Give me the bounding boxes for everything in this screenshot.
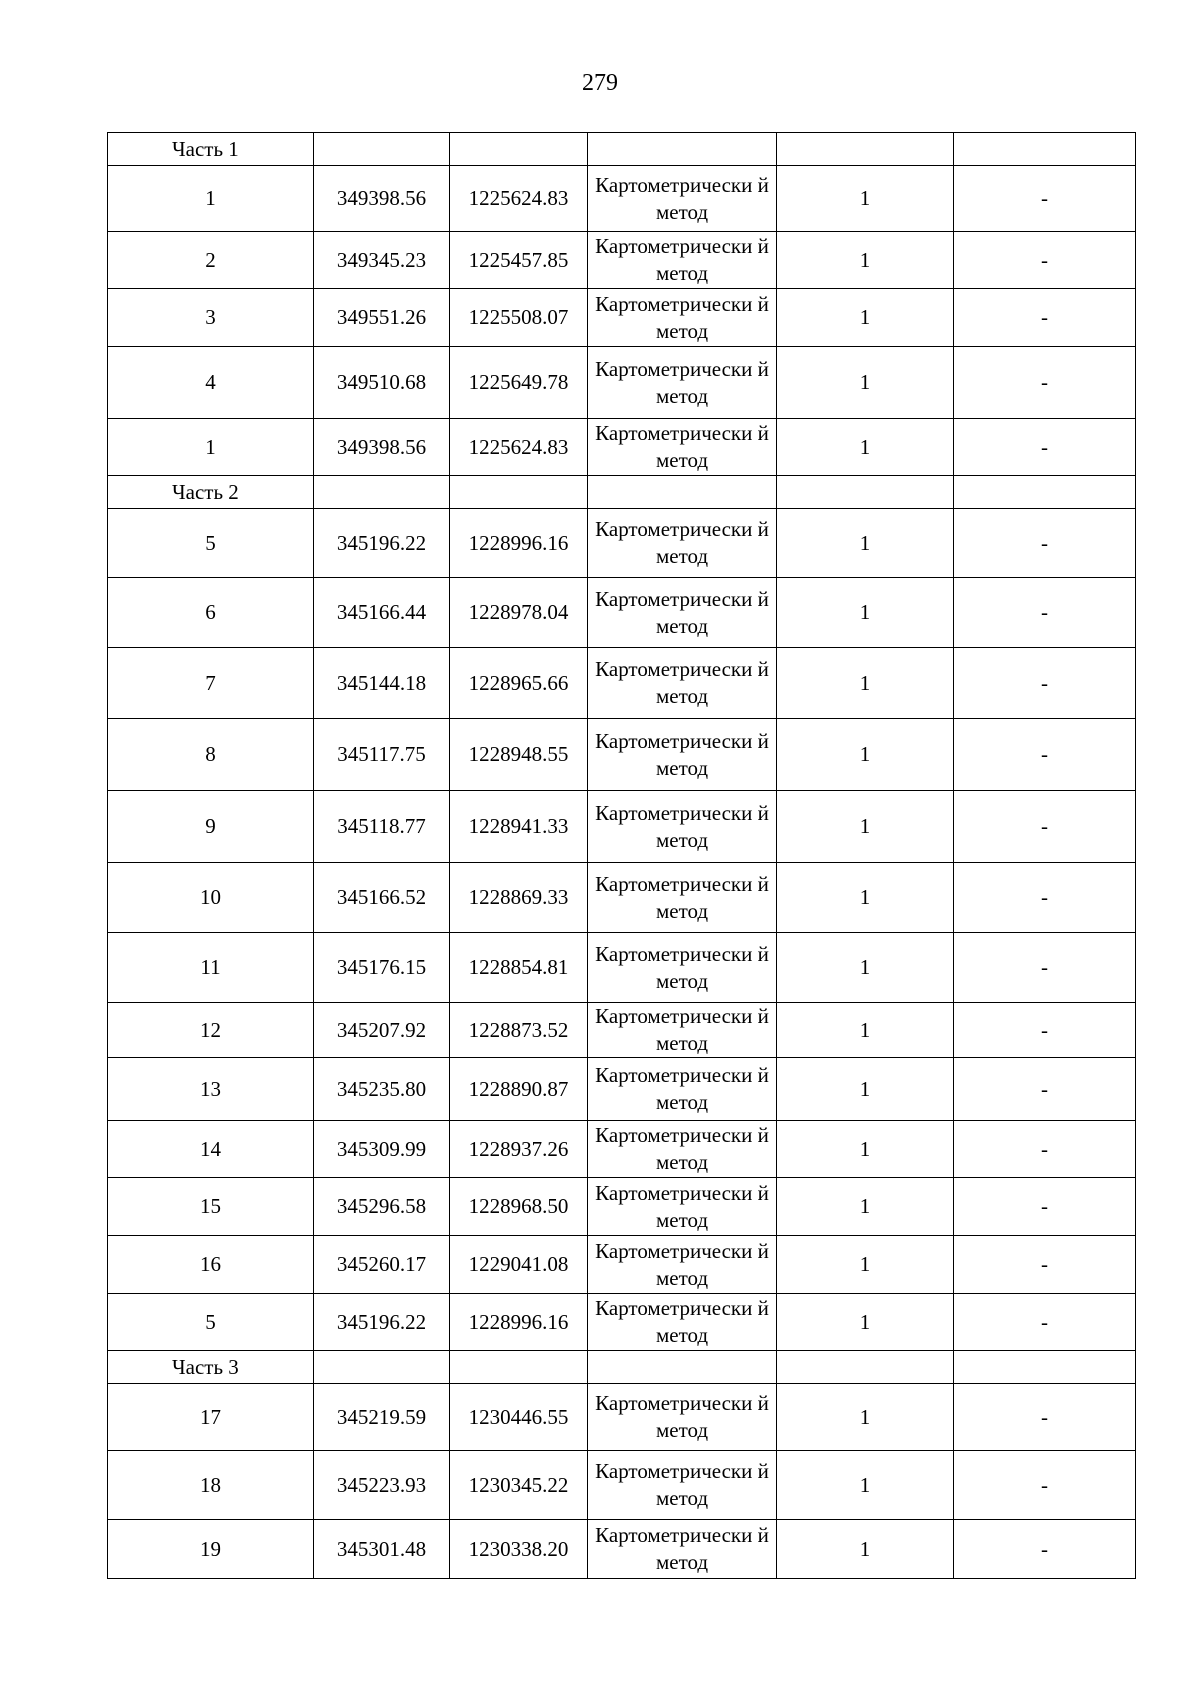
point-number-cell: 5 <box>108 509 314 578</box>
accuracy-cell: 1 <box>777 1058 954 1121</box>
method-cell: Картометрически й метод <box>588 509 777 578</box>
x-coordinate-cell: 345207.92 <box>314 1003 450 1058</box>
part-header-row <box>108 133 1136 166</box>
x-coordinate-cell: 345144.18 <box>314 648 450 719</box>
description-cell: - <box>954 1003 1136 1058</box>
description-cell: - <box>954 1058 1136 1121</box>
point-number-cell: 12 <box>108 1003 314 1058</box>
y-coordinate-cell: 1228854.81 <box>450 933 588 1003</box>
table-row <box>108 1178 1136 1236</box>
method-cell: Картометрически й метод <box>588 1451 777 1520</box>
accuracy-cell: 1 <box>777 347 954 419</box>
description-cell: - <box>954 232 1136 289</box>
y-coordinate-cell: 1228937.26 <box>450 1121 588 1178</box>
part-header-row <box>108 1351 1136 1384</box>
point-number-cell: 1 <box>108 166 314 232</box>
table-row <box>108 863 1136 933</box>
x-coordinate-cell: 349398.56 <box>314 166 450 232</box>
description-cell: - <box>954 791 1136 863</box>
point-number-cell: 9 <box>108 791 314 863</box>
coordinates-table-body <box>108 133 1136 1579</box>
y-coordinate-cell: 1228948.55 <box>450 719 588 791</box>
accuracy-cell: 1 <box>777 1236 954 1294</box>
x-coordinate-cell: 345117.75 <box>314 719 450 791</box>
table-row <box>108 419 1136 476</box>
part-label: Часть 2 <box>108 476 314 509</box>
part-header-row <box>108 476 1136 509</box>
accuracy-cell: 1 <box>777 419 954 476</box>
method-cell: Картометрически й метод <box>588 1003 777 1058</box>
table-row <box>108 1451 1136 1520</box>
table-row <box>108 347 1136 419</box>
empty-cell <box>777 476 954 509</box>
description-cell: - <box>954 1294 1136 1351</box>
description-cell: - <box>954 1520 1136 1579</box>
point-number-cell: 5 <box>108 1294 314 1351</box>
point-number-cell: 6 <box>108 578 314 648</box>
accuracy-cell: 1 <box>777 1003 954 1058</box>
description-cell: - <box>954 1384 1136 1451</box>
y-coordinate-cell: 1229041.08 <box>450 1236 588 1294</box>
empty-cell <box>314 133 450 166</box>
accuracy-cell: 1 <box>777 1520 954 1579</box>
point-number-cell: 19 <box>108 1520 314 1579</box>
empty-cell <box>777 1351 954 1384</box>
accuracy-cell: 1 <box>777 578 954 648</box>
point-number-cell: 14 <box>108 1121 314 1178</box>
description-cell: - <box>954 648 1136 719</box>
empty-cell <box>588 133 777 166</box>
empty-cell <box>450 476 588 509</box>
description-cell: - <box>954 1236 1136 1294</box>
y-coordinate-cell: 1228978.04 <box>450 578 588 648</box>
empty-cell <box>314 1351 450 1384</box>
method-cell: Картометрически й метод <box>588 232 777 289</box>
x-coordinate-cell: 349510.68 <box>314 347 450 419</box>
accuracy-cell: 1 <box>777 648 954 719</box>
description-cell: - <box>954 863 1136 933</box>
coordinates-table <box>107 132 1136 1579</box>
point-number-cell: 3 <box>108 289 314 347</box>
description-cell: - <box>954 166 1136 232</box>
point-number-cell: 4 <box>108 347 314 419</box>
method-cell: Картометрически й метод <box>588 419 777 476</box>
method-cell: Картометрически й метод <box>588 1294 777 1351</box>
point-number-cell: 8 <box>108 719 314 791</box>
x-coordinate-cell: 349551.26 <box>314 289 450 347</box>
empty-cell <box>450 1351 588 1384</box>
table-row <box>108 933 1136 1003</box>
x-coordinate-cell: 345166.52 <box>314 863 450 933</box>
x-coordinate-cell: 349398.56 <box>314 419 450 476</box>
table-row <box>108 648 1136 719</box>
method-cell: Картометрически й метод <box>588 347 777 419</box>
empty-cell <box>954 1351 1136 1384</box>
y-coordinate-cell: 1230446.55 <box>450 1384 588 1451</box>
description-cell: - <box>954 1451 1136 1520</box>
description-cell: - <box>954 933 1136 1003</box>
description-cell: - <box>954 1121 1136 1178</box>
table-row <box>108 1520 1136 1579</box>
empty-cell <box>588 476 777 509</box>
y-coordinate-cell: 1228873.52 <box>450 1003 588 1058</box>
y-coordinate-cell: 1225624.83 <box>450 166 588 232</box>
accuracy-cell: 1 <box>777 1294 954 1351</box>
description-cell: - <box>954 719 1136 791</box>
empty-cell <box>314 476 450 509</box>
table-row <box>108 1058 1136 1121</box>
accuracy-cell: 1 <box>777 509 954 578</box>
empty-cell <box>954 133 1136 166</box>
y-coordinate-cell: 1228890.87 <box>450 1058 588 1121</box>
method-cell: Картометрически й метод <box>588 1058 777 1121</box>
x-coordinate-cell: 349345.23 <box>314 232 450 289</box>
y-coordinate-cell: 1228996.16 <box>450 509 588 578</box>
table-row <box>108 578 1136 648</box>
method-cell: Картометрически й метод <box>588 1520 777 1579</box>
x-coordinate-cell: 345260.17 <box>314 1236 450 1294</box>
accuracy-cell: 1 <box>777 232 954 289</box>
y-coordinate-cell: 1225457.85 <box>450 232 588 289</box>
method-cell: Картометрически й метод <box>588 166 777 232</box>
method-cell: Картометрически й метод <box>588 648 777 719</box>
accuracy-cell: 1 <box>777 1384 954 1451</box>
point-number-cell: 2 <box>108 232 314 289</box>
x-coordinate-cell: 345118.77 <box>314 791 450 863</box>
x-coordinate-cell: 345296.58 <box>314 1178 450 1236</box>
method-cell: Картометрически й метод <box>588 1178 777 1236</box>
x-coordinate-cell: 345176.15 <box>314 933 450 1003</box>
y-coordinate-cell: 1228965.66 <box>450 648 588 719</box>
table-row <box>108 1294 1136 1351</box>
table-row <box>108 232 1136 289</box>
x-coordinate-cell: 345309.99 <box>314 1121 450 1178</box>
method-cell: Картометрически й метод <box>588 719 777 791</box>
method-cell: Картометрически й метод <box>588 1236 777 1294</box>
table-row <box>108 509 1136 578</box>
method-cell: Картометрически й метод <box>588 863 777 933</box>
empty-cell <box>777 133 954 166</box>
y-coordinate-cell: 1225649.78 <box>450 347 588 419</box>
x-coordinate-cell: 345166.44 <box>314 578 450 648</box>
x-coordinate-cell: 345196.22 <box>314 509 450 578</box>
x-coordinate-cell: 345223.93 <box>314 1451 450 1520</box>
y-coordinate-cell: 1228869.33 <box>450 863 588 933</box>
x-coordinate-cell: 345196.22 <box>314 1294 450 1351</box>
y-coordinate-cell: 1228968.50 <box>450 1178 588 1236</box>
description-cell: - <box>954 347 1136 419</box>
point-number-cell: 7 <box>108 648 314 719</box>
x-coordinate-cell: 345235.80 <box>314 1058 450 1121</box>
table-row <box>108 166 1136 232</box>
method-cell: Картометрически й метод <box>588 1384 777 1451</box>
method-cell: Картометрически й метод <box>588 933 777 1003</box>
accuracy-cell: 1 <box>777 719 954 791</box>
method-cell: Картометрически й метод <box>588 578 777 648</box>
point-number-cell: 10 <box>108 863 314 933</box>
y-coordinate-cell: 1225508.07 <box>450 289 588 347</box>
part-label: Часть 1 <box>108 133 314 166</box>
method-cell: Картометрически й метод <box>588 791 777 863</box>
point-number-cell: 17 <box>108 1384 314 1451</box>
empty-cell <box>450 133 588 166</box>
table-row <box>108 719 1136 791</box>
table-row <box>108 1121 1136 1178</box>
point-number-cell: 15 <box>108 1178 314 1236</box>
page-number: 279 <box>582 70 618 96</box>
accuracy-cell: 1 <box>777 933 954 1003</box>
point-number-cell: 11 <box>108 933 314 1003</box>
y-coordinate-cell: 1230338.20 <box>450 1520 588 1579</box>
empty-cell <box>588 1351 777 1384</box>
method-cell: Картометрически й метод <box>588 289 777 347</box>
accuracy-cell: 1 <box>777 1451 954 1520</box>
x-coordinate-cell: 345301.48 <box>314 1520 450 1579</box>
point-number-cell: 13 <box>108 1058 314 1121</box>
description-cell: - <box>954 1178 1136 1236</box>
y-coordinate-cell: 1228996.16 <box>450 1294 588 1351</box>
table-row <box>108 791 1136 863</box>
y-coordinate-cell: 1230345.22 <box>450 1451 588 1520</box>
y-coordinate-cell: 1225624.83 <box>450 419 588 476</box>
table-row <box>108 1003 1136 1058</box>
description-cell: - <box>954 419 1136 476</box>
x-coordinate-cell: 345219.59 <box>314 1384 450 1451</box>
point-number-cell: 1 <box>108 419 314 476</box>
point-number-cell: 18 <box>108 1451 314 1520</box>
description-cell: - <box>954 289 1136 347</box>
table-row <box>108 289 1136 347</box>
empty-cell <box>954 476 1136 509</box>
accuracy-cell: 1 <box>777 791 954 863</box>
accuracy-cell: 1 <box>777 166 954 232</box>
table-row <box>108 1384 1136 1451</box>
accuracy-cell: 1 <box>777 289 954 347</box>
accuracy-cell: 1 <box>777 1121 954 1178</box>
accuracy-cell: 1 <box>777 1178 954 1236</box>
method-cell: Картометрически й метод <box>588 1121 777 1178</box>
part-label: Часть 3 <box>108 1351 314 1384</box>
description-cell: - <box>954 509 1136 578</box>
description-cell: - <box>954 578 1136 648</box>
y-coordinate-cell: 1228941.33 <box>450 791 588 863</box>
accuracy-cell: 1 <box>777 863 954 933</box>
table-row <box>108 1236 1136 1294</box>
point-number-cell: 16 <box>108 1236 314 1294</box>
